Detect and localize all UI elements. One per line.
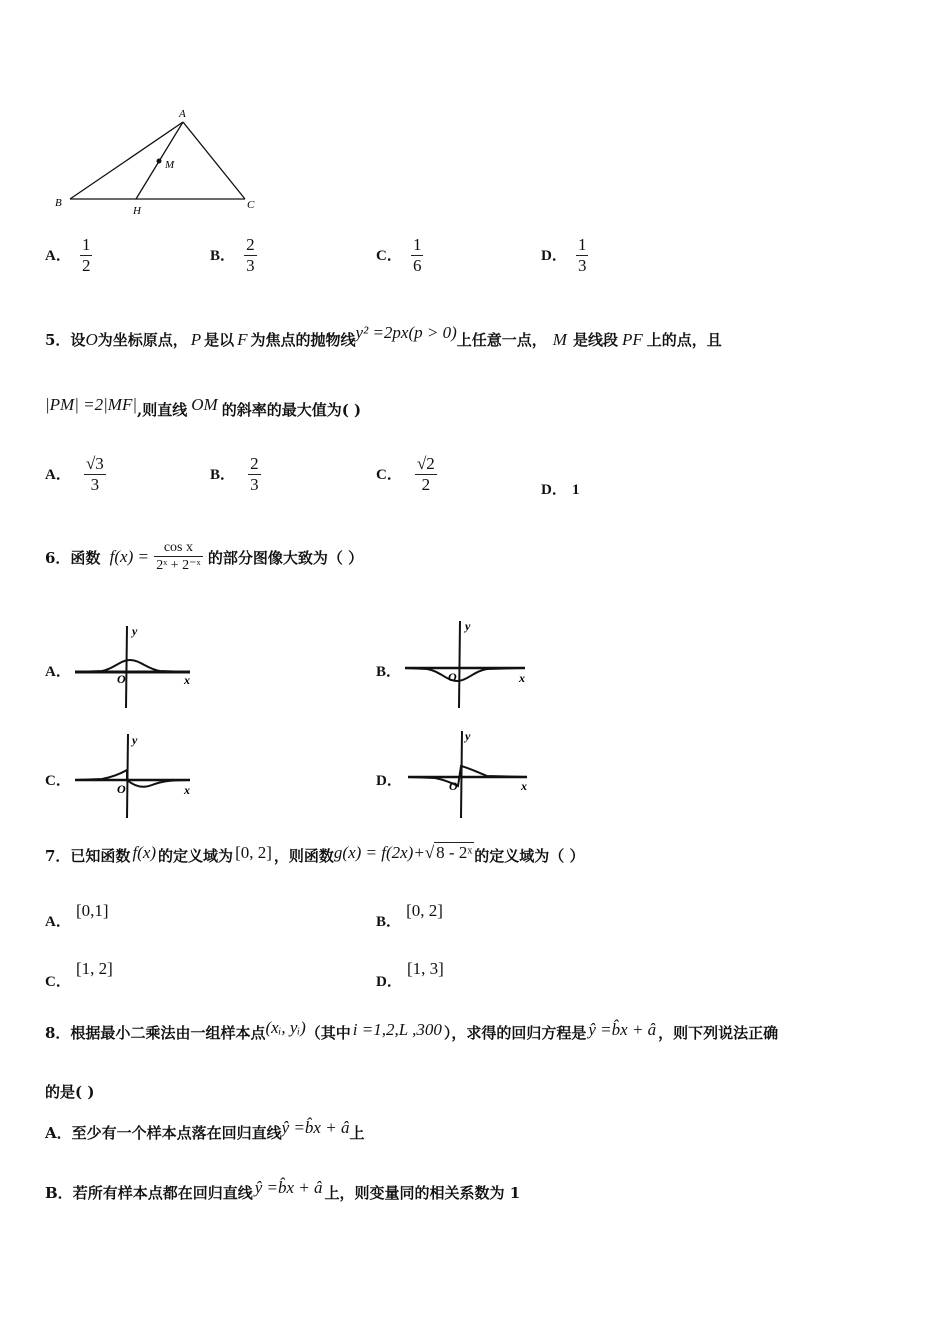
q7-option-c[interactable]: C． [1, 2] (45, 959, 113, 990)
q7-option-d[interactable]: D． [1, 3] (376, 959, 444, 990)
label-h: H (133, 205, 141, 217)
svg-text:x: x (521, 779, 527, 793)
label-c: C (247, 199, 255, 211)
q5-option-b[interactable]: B． $\frac{2}{3}$ (210, 454, 259, 494)
q4-option-b[interactable]: B． $\frac{2}{3}$ (210, 235, 255, 275)
q6-option-a[interactable]: A． (45, 664, 71, 680)
q4-option-c[interactable]: C． $\frac{1}{6}$ (376, 235, 422, 275)
q7-stem: 7．已知函数 f(x) 的定义域为 [0, 2] ，则函数g(x) = f(2x)+√ 8 - 2ˣ 的定义域为（ ） (45, 843, 585, 865)
q8-line2: 的是( ) (45, 1083, 95, 1101)
q5-line1: 5．设O为坐标原点， P 是以 F 为焦点的抛物线y² =2px(p > 0)上任意一点， M 是线段 PF 上的点，且 (45, 323, 722, 349)
q6-option-b[interactable]: B． (376, 664, 402, 680)
q5-option-a[interactable]: A． $\frac{√3}{3}$ (45, 454, 104, 494)
q6-graph-c (72, 730, 202, 822)
q8-option-b[interactable]: B．若所有样本点都在回归直线 ŷ =b̂x + â 上，则变量同的相关系数为 1 (45, 1178, 521, 1202)
svg-text:y: y (465, 619, 471, 633)
q4-option-d[interactable]: D． $\frac{1}{3}$ (541, 235, 587, 275)
label-b: B (55, 197, 62, 209)
q6-graph-b (402, 618, 532, 710)
q4-option-a[interactable]: A． $\frac{1}{2}$ (45, 235, 91, 275)
q8-option-a[interactable]: A．至少有一个样本点落在回归直线ŷ =b̂x + â上 (45, 1118, 365, 1142)
label-m: M (165, 159, 175, 171)
label-a: A (179, 108, 186, 120)
svg-text:y: y (465, 729, 471, 743)
svg-text:x: x (184, 673, 190, 687)
q5-option-c[interactable]: C． $\frac{√2}{2}$ (376, 454, 435, 494)
q6-option-d[interactable]: D． (376, 773, 402, 789)
svg-text:O: O (117, 782, 126, 796)
q6-graph-d (405, 728, 535, 820)
q7-option-a[interactable]: A． [0,1] (45, 901, 109, 930)
q6-option-c[interactable]: C． (45, 773, 71, 789)
svg-text:O: O (449, 779, 458, 793)
svg-text:x: x (519, 671, 525, 685)
svg-text:O: O (117, 672, 126, 686)
q6-stem: 6．函数 f(x) = $\frac{\text{cos x}}{\text{2ˣ + 2⁻ˣ}}$ 的部分图像大致为（ ） (45, 540, 364, 573)
triangle-figure (50, 105, 270, 220)
q8-line1: 8．根据最小二乘法由一组样本点(xᵢ, yᵢ)（其中 i =1,2,L ,300 ），求得的回归方程是 ŷ =b̂x + â ，则下列说法正确 (45, 1018, 779, 1042)
svg-text:O: O (448, 670, 457, 684)
svg-text:y: y (132, 624, 138, 638)
q6-graph-a (72, 622, 202, 712)
svg-text:y: y (132, 733, 138, 747)
q5-option-d[interactable]: D． 1 (541, 482, 580, 498)
q7-option-b[interactable]: B． [0, 2] (376, 901, 443, 930)
q5-line2: |PM| =2|MF|,则直线 OM 的斜率的最大值为( ) (45, 395, 362, 419)
svg-text:x: x (184, 783, 190, 797)
